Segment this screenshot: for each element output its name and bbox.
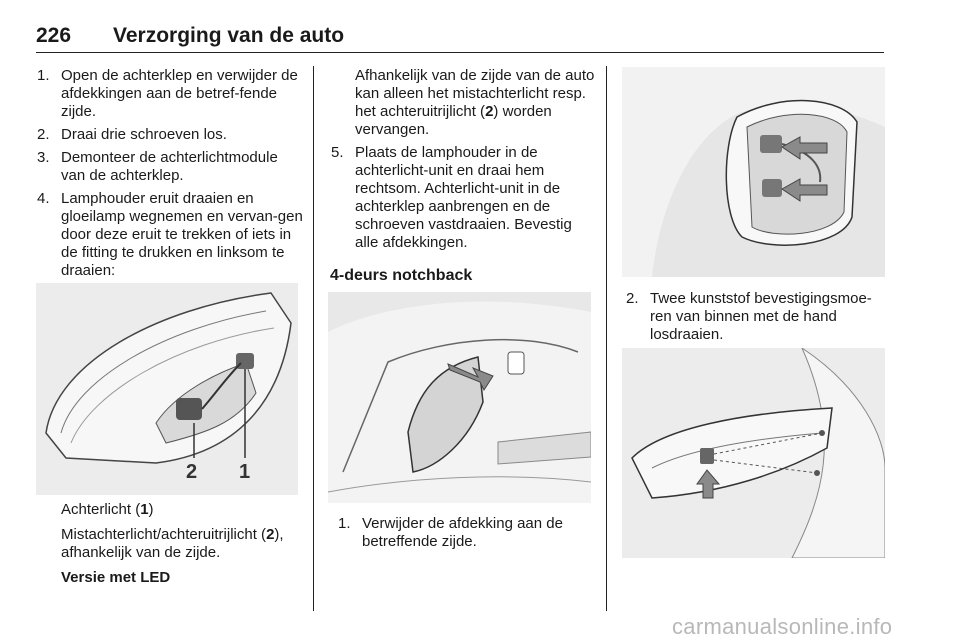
tail-light-figure <box>36 283 298 495</box>
tail-light-illustration <box>36 283 298 495</box>
column-1-captions <box>61 501 306 587</box>
light-unit-nuts-figure <box>622 67 885 277</box>
paragraph-led-note: Afhankelijk van de zijde van de auto kan alleen het mistachterlicht resp. het achteruitrijlicht (2) worden vervangen. <box>355 67 595 138</box>
step-list <box>622 290 887 344</box>
caption-tail-light: Achterlicht (1) <box>61 501 154 518</box>
step-list <box>330 515 596 551</box>
column-2-bottom <box>330 515 596 556</box>
list-item: 1. Verwijder de afdekking aan de betreffende zijde. <box>338 515 563 550</box>
list-item: 1. Open de achterklep en verwijder de afdekkingen aan de betref-fende zijde. <box>37 67 298 120</box>
callout-label-1: 1 <box>239 461 251 483</box>
caption-fog-reverse-light: Mistachterlicht/achteruitrijlicht (2), afhankelijk van de zijde. <box>61 526 284 561</box>
step-list <box>37 67 303 280</box>
light-unit-interior-illustration <box>622 67 885 277</box>
page-title: Verzorging van de auto <box>113 24 345 47</box>
column-1 <box>37 67 303 285</box>
list-item: 4. Lamphouder eruit draaien en gloeilamp wegnemen en vervan-gen door deze eruit te trekken of iets in de fitting te drukken en linksom te draaien: <box>37 190 303 279</box>
page-header <box>36 22 884 53</box>
callout-label-2: 2 <box>186 461 198 483</box>
list-item: 3. Demonteer de achterlichtmodule van de achterklep. <box>37 149 278 184</box>
column-divider <box>606 66 607 611</box>
column-3 <box>622 290 887 349</box>
list-item: 5. Plaats de lamphouder in de achterlicht-unit en draai hem rechtsom. Achterlicht-unit in de achterklep aanbrengen en de schroeven vastdraaien. Bevestig alle afdekkingen. <box>331 144 572 251</box>
subheading-led: Versie met LED <box>61 569 171 586</box>
trunk-interior-illustration <box>328 292 591 503</box>
trunk-cover-figure <box>328 292 591 503</box>
section-heading-notchback: 4-deurs notchback <box>330 267 473 284</box>
step-list <box>330 144 596 252</box>
fastening-nuts-figure <box>622 348 885 558</box>
watermark: carmanualsonline.info <box>672 614 893 639</box>
page-number: 226 <box>36 24 72 47</box>
list-item: 2. Twee kunststof bevestigingsmoe-ren van binnen met de hand losdraaien. <box>626 290 872 343</box>
list-item: 2. Draai drie schroeven los. <box>37 126 227 143</box>
light-unit-removal-illustration <box>622 348 885 558</box>
column-2 <box>330 67 596 285</box>
column-divider <box>313 66 314 611</box>
